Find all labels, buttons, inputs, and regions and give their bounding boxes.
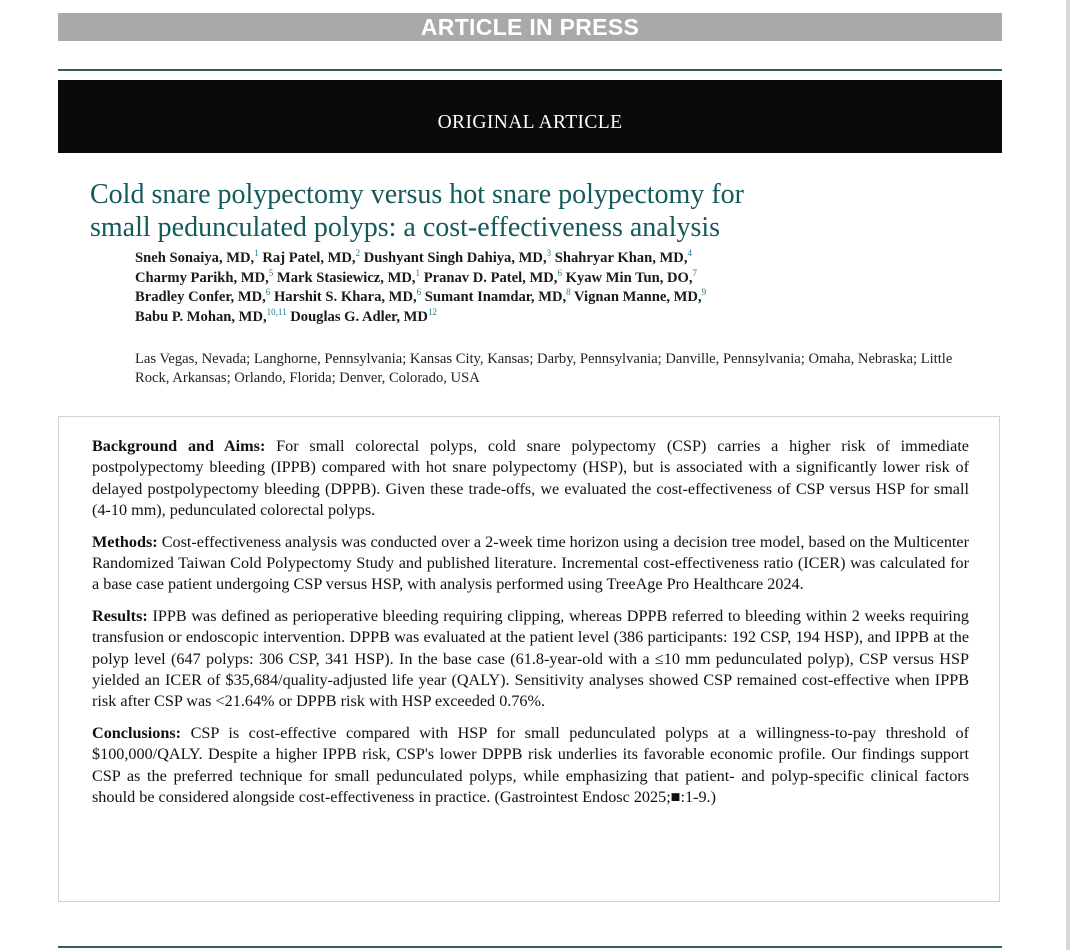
author-name: Kyaw Min Tun, DO, <box>561 269 693 286</box>
abstract-results <box>92 606 969 713</box>
author-name: Vignan Manne, MD, <box>570 289 702 305</box>
author-list <box>135 249 995 327</box>
author-line <box>135 249 995 269</box>
author-name: Sumant Inamdar, MD, <box>421 289 567 305</box>
author-line <box>135 308 995 328</box>
author-locations: Las Vegas, Nevada; Langhorne, Pennsylvania; Kansas City, Kansas; Darby, Pennsylvania; Danville, Pennsylvania; Omaha, Nebraska; Little Rock, Arkansas; Orlando, Florida; Denver, Colorado, USA <box>135 351 953 386</box>
affiliation-ref[interactable]: 1 <box>254 248 259 258</box>
author-name: Sneh Sonaiya, MD, <box>135 250 255 266</box>
author-name: Shahryar Khan, MD, <box>551 250 688 266</box>
affiliation-ref[interactable]: 2 <box>355 248 361 258</box>
author-line <box>135 288 995 308</box>
article-title-line-1: Cold snare polypectomy versus hot snare polypectomy for <box>90 179 744 210</box>
page-edge <box>1066 0 1070 950</box>
abstract-body: For small colorectal polyps, cold snare polypectomy (CSP) carries a higher risk of immediate postpolypectomy bleeding (IPPB) compared with hot snare polypectomy (HSP), but is associated with a significantly lower risk of delayed postpolypectomy bleeding (DPPB). Given these trade-offs, we evaluated the cost-effectiveness of CSP versus HSP for small (4-10 mm), pedunculated colorectal polyps. <box>92 437 969 520</box>
article-title-line-2: small pedunculated polyps: a cost-effectiveness analysis <box>90 212 721 243</box>
affiliation-ref[interactable]: 5 <box>268 267 274 278</box>
author-name: Pranav D. Patel, MD, <box>420 269 558 286</box>
author-name: Babu P. Mohan, MD, <box>135 308 267 325</box>
abstract-conclusions <box>92 723 969 809</box>
author-name: Raj Patel, MD, <box>258 250 356 266</box>
abstract-body: CSP is cost-effective compared with HSP for small pedunculated polyps at a willingness-to-pay threshold of $100,000/QALY. Despite a higher IPPB risk, CSP's lower DPPB risk underlies its favorable economic profile. Our findings support CSP as the preferred technique for small pedunculated polyps, while emphasizing that patient- and polyp-specific clinical factors should be considered alongside cost-effectiveness in practice. (Gastrointest Endosc 2025;■:1-9.) <box>92 723 969 807</box>
author-name: Bradley Confer, MD, <box>135 289 266 305</box>
article-in-press-banner: ARTICLE IN PRESS <box>58 13 1002 41</box>
author-name: Dushyant Singh Dahiya, MD, <box>360 250 547 266</box>
abstract-body: Cost-effectiveness analysis was conducted over a 2-week time horizon using a decision tree model, based on the Multicenter Randomized Taiwan Cold Polypectomy Study and published literature. Incremental cost-effectiveness ratio (ICER) was calculated for a base case patient undergoing CSP versus HSP, with analysis performed using TreeAge Pro Healthcare 2024. <box>92 532 969 594</box>
author-name: Charmy Parikh, MD, <box>135 269 269 286</box>
author-line <box>135 269 995 289</box>
affiliation-ref[interactable]: 8 <box>566 287 571 297</box>
affiliation-ref[interactable]: 1 <box>415 267 421 278</box>
affiliation-ref[interactable]: 6 <box>416 287 422 297</box>
affiliation-ref[interactable]: 10,11 <box>266 306 287 317</box>
affiliation-ref[interactable]: 6 <box>265 287 271 297</box>
top-divider <box>58 69 1002 71</box>
author-name: Harshit S. Khara, MD, <box>270 289 417 305</box>
abstract-body: IPPB was defined as perioperative bleeding requiring clipping, whereas DPPB referred to bleeding within 2 weeks requiring transfusion or endoscopic intervention. DPPB was evaluated at the patient level (386 participants: 192 CSP, 194 HSP), and IPPB at the polyp level (647 polyps: 306 CSP, 341 HSP). In the base case (61.8-year-old with a ≤10 mm pedunculated polyp), CSP versus HSP yielded an ICER of $35,684/quality-adjusted life year (QALY). Sensitivity analyses showed CSP remained cost-effective when IPPB risk after CSP was <21.64% or DPPB risk with HSP exceeded 0.76%. <box>92 606 969 711</box>
affiliation-ref[interactable]: 7 <box>692 267 698 278</box>
abstract-heading: Background and Aims: <box>92 437 266 455</box>
section-banner: ORIGINAL ARTICLE <box>58 80 1002 153</box>
abstract-heading: Results: <box>92 606 148 625</box>
abstract <box>92 436 969 819</box>
affiliation-ref[interactable]: 4 <box>687 248 692 258</box>
bottom-divider <box>58 946 1002 948</box>
affiliation-ref[interactable]: 12 <box>427 306 437 317</box>
abstract-methods <box>92 532 969 596</box>
abstract-heading: Methods: <box>92 532 158 551</box>
affiliation-ref[interactable]: 9 <box>701 287 707 297</box>
author-name: Mark Stasiewicz, MD, <box>273 269 416 286</box>
abstract-heading: Conclusions: <box>92 723 182 742</box>
article-title <box>90 178 990 244</box>
affiliation-ref[interactable]: 6 <box>557 267 562 278</box>
abstract-background <box>92 436 969 522</box>
author-name: Douglas G. Adler, MD <box>286 308 428 325</box>
affiliation-ref[interactable]: 3 <box>546 248 552 258</box>
